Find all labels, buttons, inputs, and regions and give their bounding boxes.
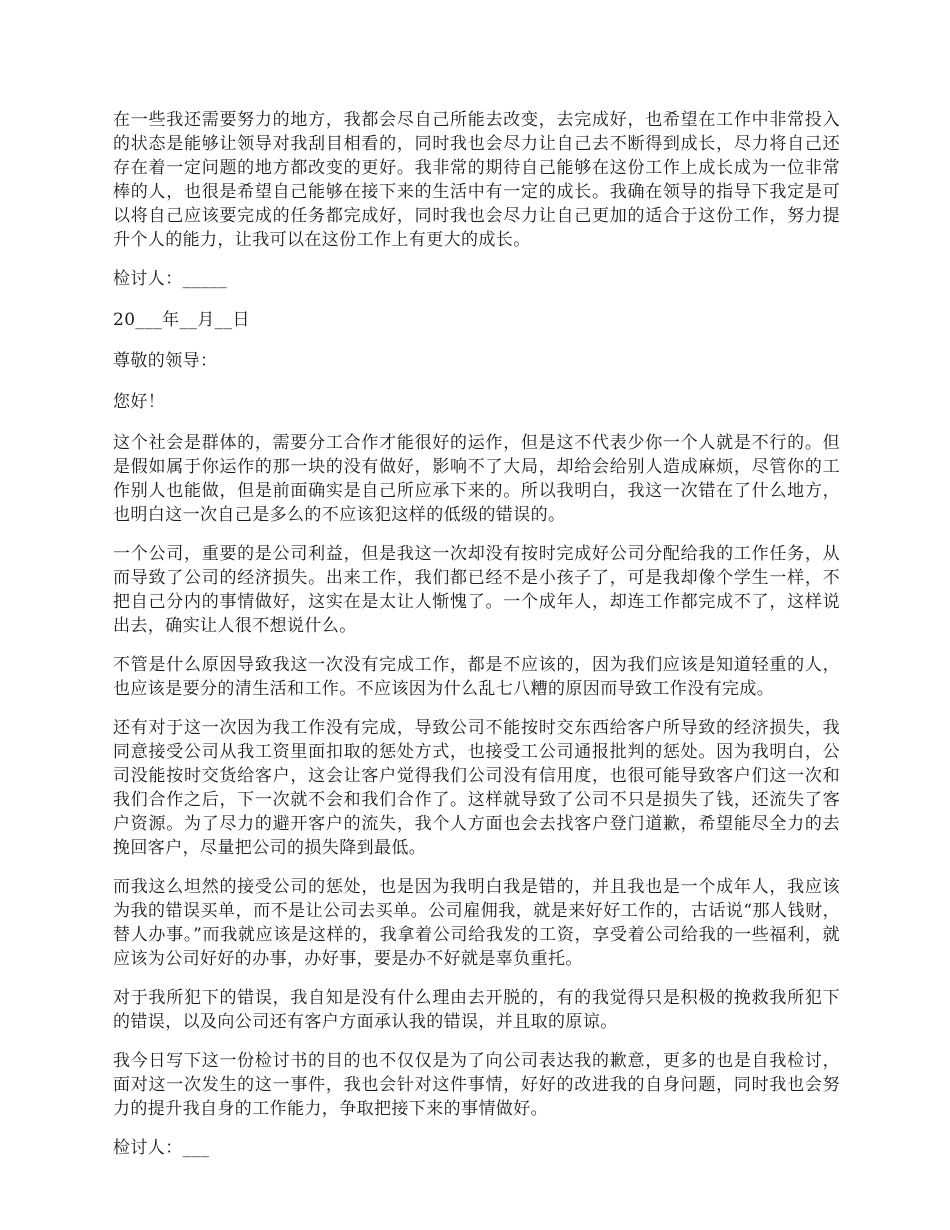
paragraph: 不管是什么原因导致我这一次没有完成工作，都是不应该的，因为我们应该是知道轻重的人，也应该是要分的清生活和工作。不应该因为什么乱七八糟的原因而导致工作没有完成。 [113,655,840,699]
greeting: 您好！ [113,392,166,412]
paragraph: 还有对于这一次因为我工作没有完成，导致公司不能按时交东西给客户所导致的经济损失，我同意接受公司从我工资里面扣取的惩处方式，也接受工公司通报批判的惩处。因为我明白，公司没能按时交货给客户，这会让客户觉得我们公司没有信用度，也很可能导致客户们这一次和我们合作之后，下一次就不会和我们合作了。这样就导致了公司不只是损失了钱，还流失了客户资源。为了尽力的避开客户的流失，我个人方面也会去找客户登门道歉，希望能尽全力的去挽回客户，尽量把公司的损失降到最低。 [113,718,840,858]
salutation: 尊敬的领导： [113,351,218,371]
signature-line: 检讨人：___ [113,1138,210,1158]
paragraph: 我今日写下这一份检讨书的目的也不仅仅是为了向公司表达我的歉意，更多的也是自我检讨，面对这一次发生的这一事件，我也会针对这件事情，好好的改进我的自身问题，同时我也会努力的提升我自身的工作能力，争取把接下来的事情做好。 [113,1051,840,1119]
signature-line: 检讨人：_____ [113,269,228,289]
date-line: 20___年__月__日 [113,310,250,330]
paragraph: 对于我所犯下的错误，我自知是没有什么理由去开脱的，有的我觉得只是积极的挽救我所犯下的错误，以及向公司还有客户方面承认我的错误，并且取的原谅。 [113,988,840,1032]
paragraph: 而我这么坦然的接受公司的惩处，也是因为我明白我是错的，并且我也是一个成年人，我应该为我的错误买单，而不是让公司去买单。公司雇佣我，就是来好好工作的，古话说“那人钱财，替人办事。”而我就应该是这样的，我拿着公司给我发的工资，享受着公司给我的一些福利，就应该为公司好好的办事，办好事，要是办不好就是辜负重托。 [113,877,840,969]
paragraph: 在一些我还需要努力的地方，我都会尽自己所能去改变，去完成好，也希望在工作中非常投入的状态是能够让领导对我刮目相看的，同时我也会尽力让自己去不断得到成长，尽力将自己还存在着一定问题的地方都改变的更好。我非常的期待自己能够在这份工作上成长成为一位非常棒的人，也很是希望自己能够在接下来的生活中有一定的成长。我确在领导的指导下我定是可以将自己应该要完成的任务都完成好，同时我也会尽力让自己更加的适合于这份工作，努力提升个人的能力，让我可以在这份工作上有更大的成长。 [113,110,840,250]
paragraph: 一个公司，重要的是公司利益，但是我这一次却没有按时完成好公司分配给我的工作任务，从而导致了公司的经济损失。出来工作，我们都已经不是小孩子了，可是我却像个学生一样，不把自己分内的事情做好，这实在是太让人惭愧了。一个成年人，却连工作都完成不了，这样说出去，确实让人很不想说什么。 [113,544,840,636]
document-page [113,108,840,1177]
paragraph: 这个社会是群体的，需要分工合作才能很好的运作，但是这不代表少你一个人就是不行的。但是假如属于你运作的那一块的没有做好，影响不了大局，却给会给别人造成麻烦，尽管你的工作别人也能做，但是前面确实是自己所应承下来的。所以我明白，我这一次错在了什么地方，也明白这一次自己是多么的不应该犯这样的低级的错误的。 [113,433,840,525]
